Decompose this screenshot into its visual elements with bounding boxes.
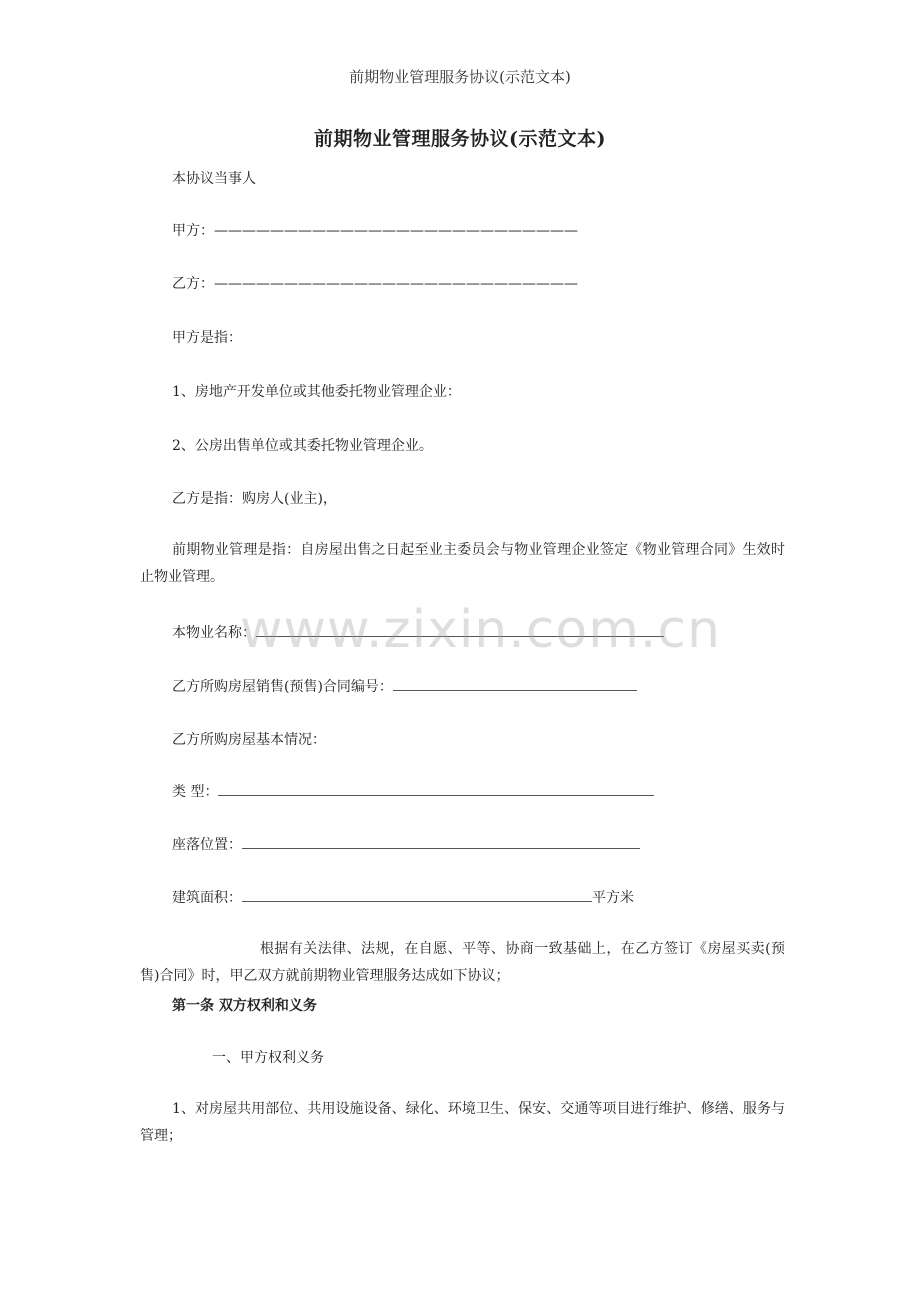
- area-blank: [242, 887, 592, 902]
- contract-number-blank: [393, 676, 637, 691]
- type-blank: [218, 781, 654, 796]
- area-unit: 平方米: [592, 890, 634, 906]
- definition-item-1: 1、房地产开发单位或其他委托物业管理企业：: [172, 384, 461, 400]
- party-a-definition: 甲方是指：: [172, 330, 242, 346]
- section-1-heading: 一、甲方权利义务: [212, 1050, 324, 1066]
- area-label: 建筑面积：: [172, 890, 242, 906]
- party-b-line: 乙方：——————————————————————————: [172, 276, 578, 292]
- party-b-definition: 乙方是指：购房人(业主)，: [172, 491, 337, 507]
- type-label: 类 型：: [172, 784, 219, 800]
- area-field: [172, 887, 634, 907]
- party-a-duty-1: 1、对房屋共用部位、共用设施设备、绿化、环境卫生、保安、交通等项目进行维护、修缮、服务与管理；: [140, 1101, 785, 1144]
- early-management-definition: 前期物业管理是指：自房屋出售之日起至业主委员会与物业管理企业签定《物业管理合同》生效时止物业管理。: [140, 542, 785, 585]
- type-field: [172, 781, 654, 801]
- property-name-label: 本物业名称：: [172, 625, 256, 641]
- article-1-heading: 第一条 双方权利和义务: [172, 998, 317, 1014]
- parties-label: 本协议当事人: [172, 171, 256, 187]
- contract-number-label: 乙方所购房屋销售(预售)合同编号：: [172, 679, 393, 695]
- agreement-basis: 根据有关法律、法规，在自愿、平等、协商一致基础上，在乙方签订《房屋买卖(预售)合同》时，甲乙双方就前期物业管理服务达成如下协议；: [140, 941, 785, 984]
- location-field: [172, 834, 640, 854]
- page-header: 前期物业管理服务协议(示范文本): [349, 68, 571, 86]
- watermark: www.zixin.com.cn: [240, 600, 721, 660]
- definition-item-2: 2、公房出售单位或其委托物业管理企业。: [172, 438, 433, 454]
- party-a-line: 甲方：——————————————————————————: [172, 223, 578, 239]
- house-info-label: 乙方所购房屋基本情况：: [172, 732, 326, 748]
- document-title: 前期物业管理服务协议(示范文本): [314, 128, 606, 150]
- location-blank: [242, 834, 640, 849]
- contract-number-field: [172, 676, 637, 696]
- location-label: 座落位置：: [172, 837, 242, 853]
